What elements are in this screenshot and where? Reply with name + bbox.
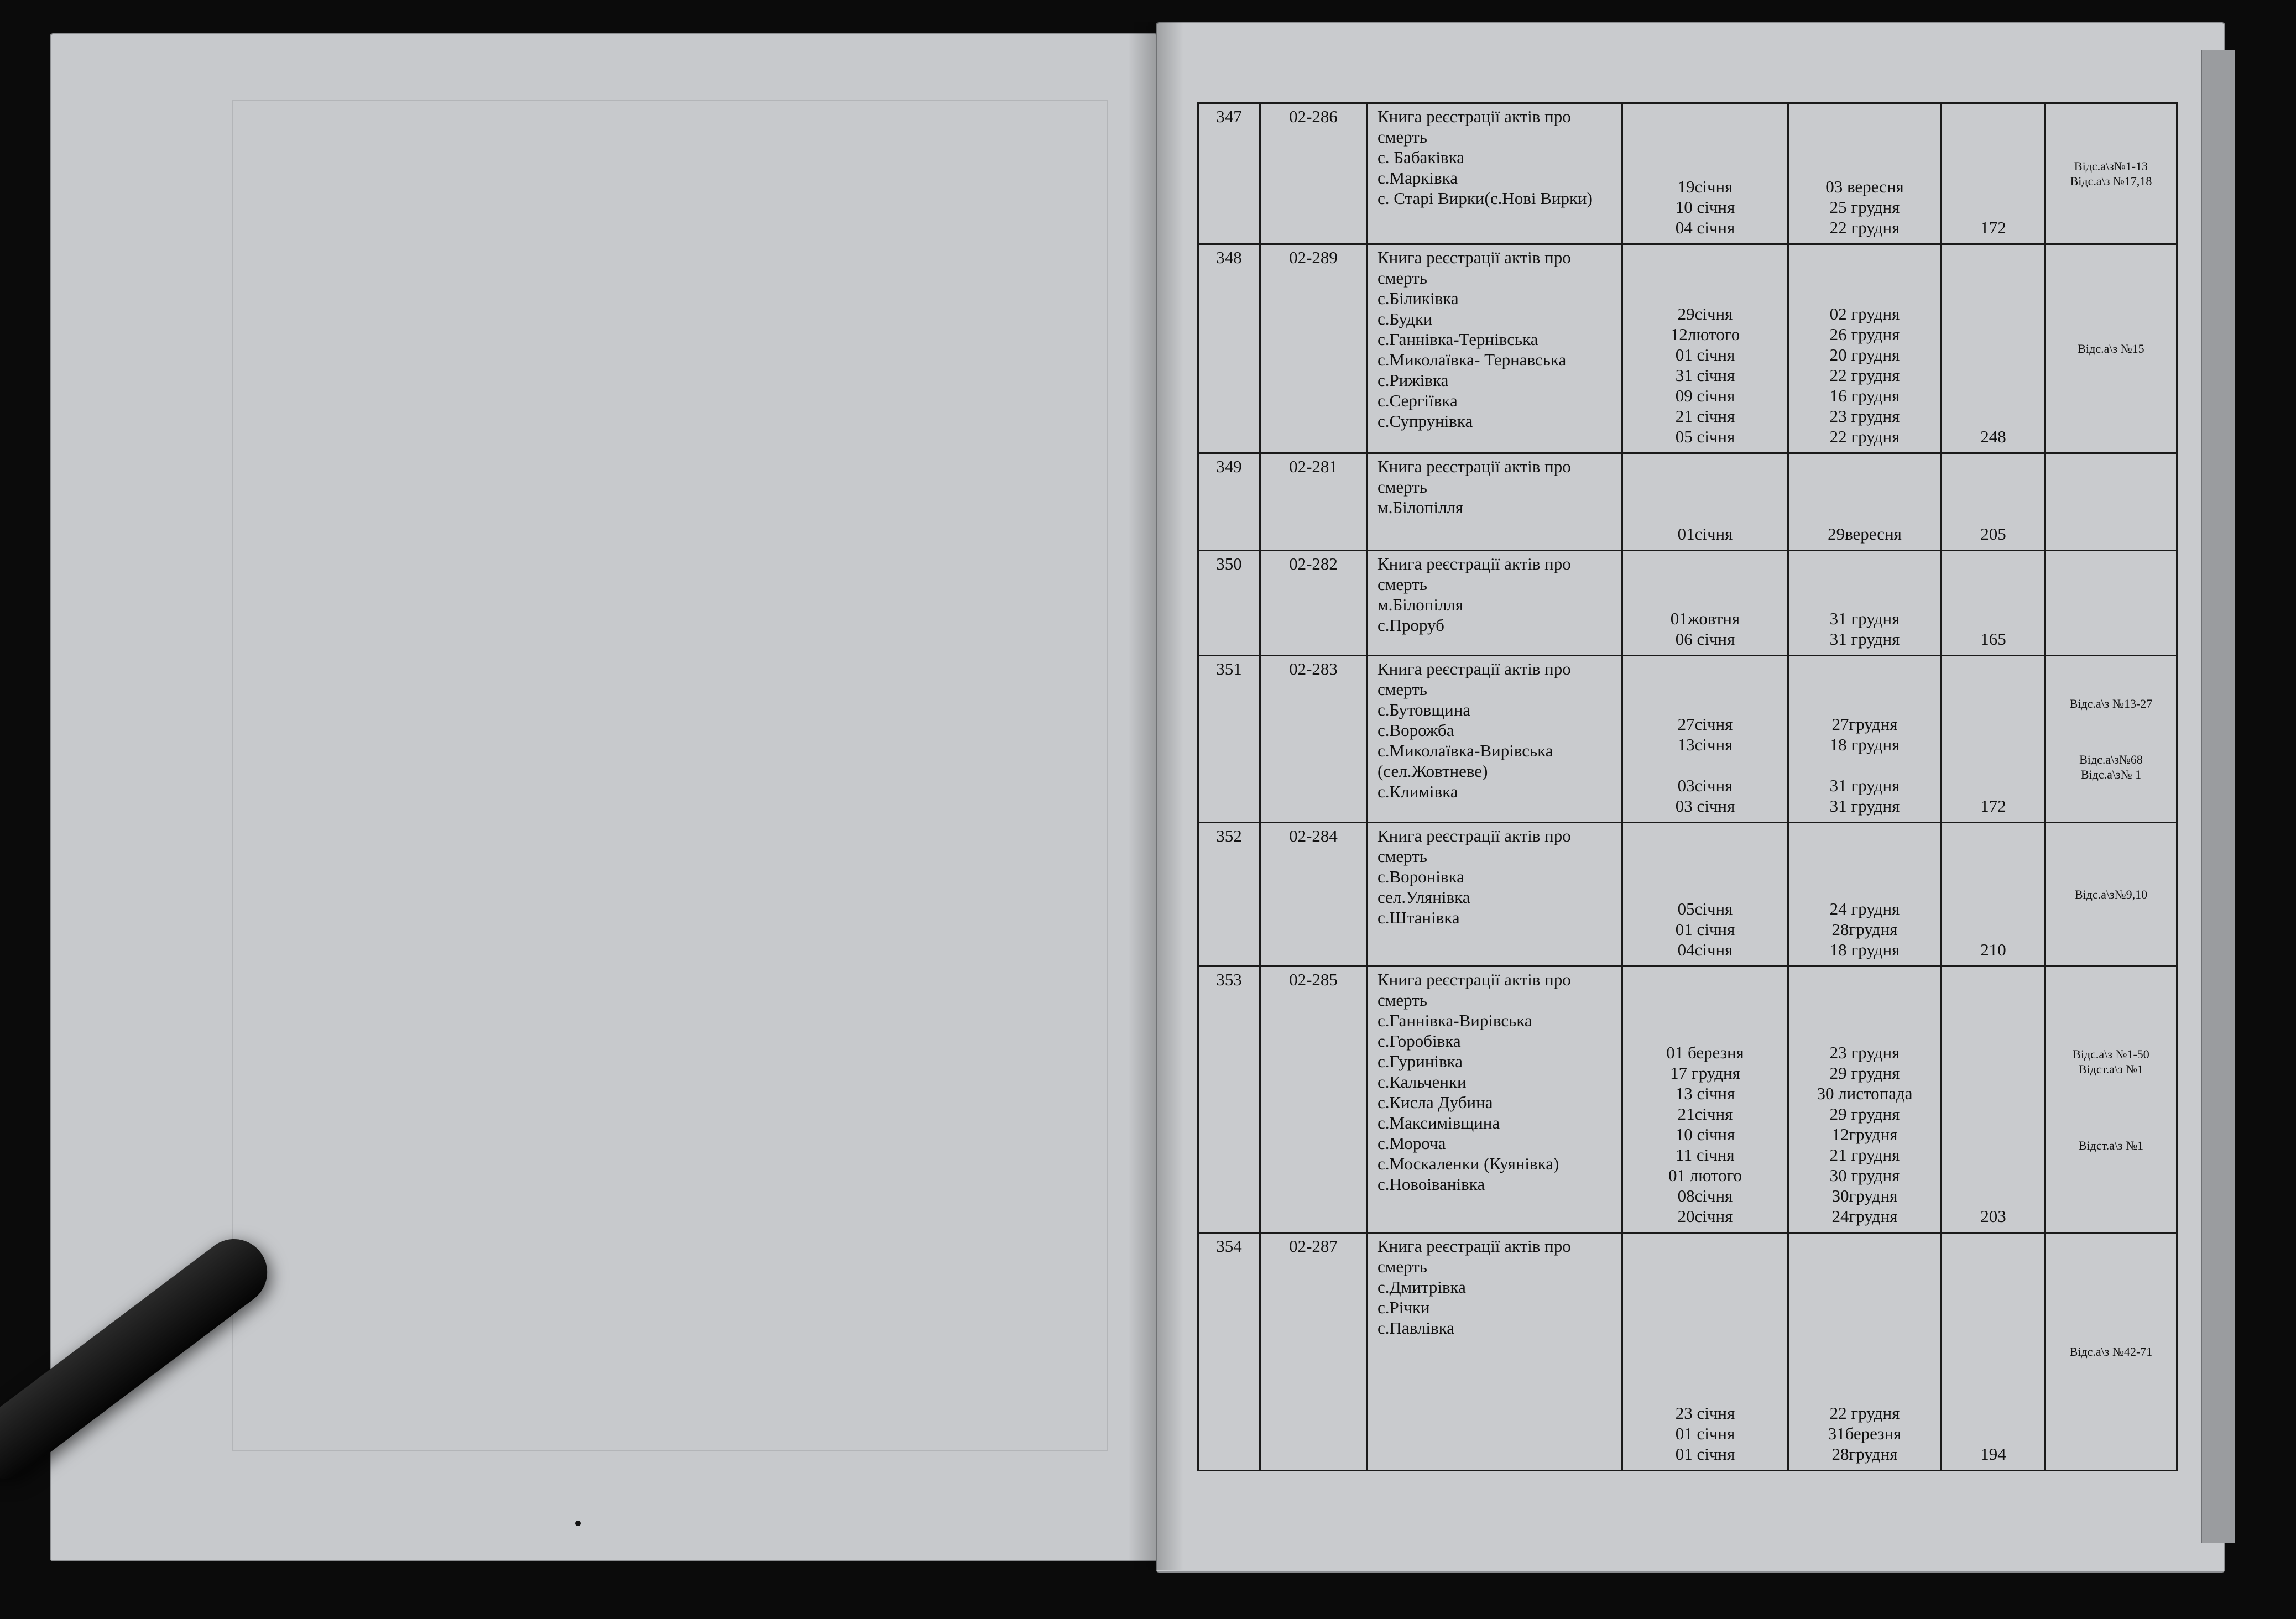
book-gutter — [1128, 22, 1183, 1570]
date-to-line: 31 грудня — [1829, 796, 1900, 816]
date-from-line: 27січня — [1677, 714, 1733, 734]
blank-line — [2046, 1097, 2176, 1117]
date-to-line: 22 грудня — [1829, 365, 1900, 385]
entry-number-text: 348 — [1216, 248, 1242, 267]
register-row — [1198, 103, 2177, 244]
book-title — [1367, 551, 1622, 656]
date-from-line: 01 січня — [1675, 1444, 1735, 1464]
date-to — [1788, 656, 1942, 823]
village-name: с.Бутовщина — [1377, 700, 1471, 719]
entry-number — [1198, 1233, 1260, 1471]
date-from-line: 03січня — [1677, 776, 1733, 795]
date-to-line: 24 грудня — [1829, 899, 1900, 918]
date-from-line: 01січня — [1677, 524, 1733, 544]
date-to-line: 25 грудня — [1829, 197, 1900, 217]
register-row — [1198, 967, 2177, 1233]
village-name: с.Ганнівка-Вирівська — [1377, 1011, 1532, 1030]
page-edge — [2201, 50, 2235, 1543]
book-title-line: Книга реєстрації актів про — [1377, 457, 1571, 476]
village-name: с.Марківка — [1377, 168, 1458, 187]
entry-number-text: 351 — [1216, 659, 1242, 678]
book-title-line: Книга реєстрації актів про — [1377, 659, 1571, 678]
sheet-count-text: 205 — [1980, 524, 2006, 544]
date-from-line: 17 грудня — [1670, 1063, 1740, 1083]
book-title-line: Книга реєстрації актів про — [1377, 107, 1571, 126]
date-to — [1788, 551, 1942, 656]
village-name: с.Горобівка — [1377, 1031, 1461, 1051]
date-to-line: 29 грудня — [1829, 1063, 1900, 1083]
date-to-line: 03 вересня — [1825, 177, 1904, 196]
blank-line — [2046, 732, 2176, 752]
sheet-count-text: 203 — [1980, 1207, 2006, 1226]
village-name: с.Павлівка — [1377, 1318, 1454, 1338]
date-to-line: 22 грудня — [1829, 1403, 1900, 1423]
note-line: Відс.а\з№1-13 — [2074, 159, 2148, 173]
sheet-count — [1942, 453, 2045, 551]
village-name: с.Ворожба — [1377, 720, 1454, 740]
date-from-line: 21 січня — [1675, 406, 1735, 426]
date-from-line: 01жовтня — [1670, 609, 1740, 628]
date-from — [1622, 967, 1788, 1233]
date-to-line: 16 грудня — [1829, 386, 1900, 405]
note-line: Відс.а\з №17,18 — [2070, 174, 2152, 188]
date-to — [1788, 453, 1942, 551]
entry-number-text: 349 — [1216, 457, 1242, 476]
fond-code-text: 02-286 — [1289, 107, 1338, 126]
date-to — [1788, 967, 1942, 1233]
entry-number-text: 353 — [1216, 970, 1242, 989]
village-name: с.Гуринівка — [1377, 1052, 1463, 1071]
fond-code — [1260, 1233, 1367, 1471]
fond-code-text: 02-287 — [1289, 1236, 1338, 1256]
date-to-line: 18 грудня — [1829, 940, 1900, 959]
date-to — [1788, 244, 1942, 453]
book-title-line: Книга реєстрації актів про — [1377, 970, 1571, 989]
book-title-line: смерть — [1377, 990, 1427, 1010]
date-to-line: 02 грудня — [1829, 304, 1900, 323]
sheet-count-text: 172 — [1980, 218, 2006, 237]
fond-code-text: 02-284 — [1289, 826, 1338, 845]
note-line: Відс.а\з №42-71 — [2069, 1345, 2153, 1359]
register-row — [1198, 1233, 2177, 1471]
sheet-count-text: 248 — [1980, 427, 2006, 446]
note-line: Відс.а\з№9,10 — [2074, 887, 2148, 901]
date-to-line: 29 грудня — [1829, 1104, 1900, 1124]
blank-line — [2046, 1077, 2176, 1097]
note-line: Відс.а\з№68 — [2079, 753, 2143, 766]
date-to-line: 20 грудня — [1829, 345, 1900, 364]
village-name: с.Максимівщина — [1377, 1113, 1500, 1132]
blank-line — [2046, 711, 2176, 732]
date-from-line: 13січня — [1677, 735, 1733, 754]
book-title-line: смерть — [1377, 575, 1427, 594]
village-name: с.Москаленки (Куянівка) — [1377, 1154, 1559, 1173]
date-to-line: 31 грудня — [1829, 629, 1900, 649]
date-to-line: 22 грудня — [1829, 427, 1900, 446]
date-from-line: 20січня — [1677, 1207, 1733, 1226]
book-title-line: смерть — [1377, 1257, 1427, 1276]
notes — [2045, 1233, 2177, 1471]
book-title — [1367, 103, 1622, 244]
sheet-count — [1942, 656, 2045, 823]
sheet-count — [1942, 551, 2045, 656]
sheet-count — [1942, 1233, 2045, 1471]
fond-code-text: 02-289 — [1289, 248, 1338, 267]
date-to-line: 31березня — [1828, 1424, 1902, 1443]
entry-number — [1198, 656, 1260, 823]
date-from-line: 21січня — [1677, 1104, 1733, 1124]
date-from-line: 01 березня — [1666, 1043, 1744, 1062]
note-line: Відс.а\з №13-27 — [2069, 697, 2153, 711]
village-name: с.Воронівка — [1377, 867, 1464, 886]
sheet-count — [1942, 103, 2045, 244]
date-to-line: 21 грудня — [1829, 1145, 1900, 1164]
blank-line — [1623, 755, 1787, 775]
entry-number — [1198, 967, 1260, 1233]
date-from-line: 06 січня — [1675, 629, 1735, 649]
entry-number-text: 347 — [1216, 107, 1242, 126]
date-to-line: 26 грудня — [1829, 325, 1900, 344]
sheet-count-text: 165 — [1980, 629, 2006, 649]
village-name: с.Штанівка — [1377, 908, 1460, 927]
note-line: Відс.а\з №15 — [2078, 342, 2144, 356]
date-from — [1622, 551, 1788, 656]
register-body — [1198, 103, 2177, 1471]
date-from-line: 19січня — [1677, 177, 1733, 196]
village-name: с. Бабаківка — [1377, 148, 1465, 167]
note-line: Відст.а\з №1 — [2078, 1138, 2144, 1152]
book-title-line: смерть — [1377, 680, 1427, 699]
sheet-count-text: 210 — [1980, 940, 2006, 959]
date-from-line: 29січня — [1677, 304, 1733, 323]
date-from-line: 09 січня — [1675, 386, 1735, 405]
fond-code — [1260, 103, 1367, 244]
date-from-line: 04 січня — [1675, 218, 1735, 237]
book-title-line: Книга реєстрації актів про — [1377, 1236, 1571, 1256]
village-name: м.Білопілля — [1377, 595, 1464, 614]
date-from — [1622, 453, 1788, 551]
fond-code — [1260, 453, 1367, 551]
date-to-line: 12грудня — [1831, 1125, 1898, 1144]
notes — [2045, 453, 2177, 551]
book-title — [1367, 453, 1622, 551]
village-name: с.Річки — [1377, 1298, 1430, 1317]
notes — [2045, 244, 2177, 453]
date-to — [1788, 823, 1942, 967]
entry-number-text: 354 — [1216, 1236, 1242, 1256]
date-from — [1622, 244, 1788, 453]
village-name: с.Біликівка — [1377, 289, 1459, 308]
date-to-line: 31 грудня — [1829, 609, 1900, 628]
book-title-line: смерть — [1377, 477, 1427, 497]
date-to-line: 28грудня — [1831, 920, 1898, 939]
date-from-line: 11 січня — [1676, 1145, 1735, 1164]
date-to-line: 18 грудня — [1829, 735, 1900, 754]
village-name: с.Климівка — [1377, 782, 1458, 801]
date-from-line: 04січня — [1677, 940, 1733, 959]
village-name: с.Проруб — [1377, 615, 1444, 635]
village-name: с.Кисла Дубина — [1377, 1093, 1493, 1112]
sheet-count — [1942, 244, 2045, 453]
book-title — [1367, 244, 1622, 453]
date-from-line: 01 січня — [1675, 1424, 1735, 1443]
register-table — [1197, 102, 2178, 1471]
blank-line — [1789, 755, 1940, 775]
date-to-line: 31 грудня — [1829, 776, 1900, 795]
date-to-line: 30 грудня — [1829, 1166, 1900, 1185]
register-row — [1198, 656, 2177, 823]
book-title-line: смерть — [1377, 268, 1427, 288]
book-title — [1367, 1233, 1622, 1471]
entry-number — [1198, 244, 1260, 453]
fond-code — [1260, 551, 1367, 656]
date-from-line: 01 лютого — [1668, 1166, 1742, 1185]
date-from-line: 01 січня — [1675, 920, 1735, 939]
notes — [2045, 103, 2177, 244]
entry-number — [1198, 453, 1260, 551]
date-from-line: 23 січня — [1675, 1403, 1735, 1423]
date-from-line: 10 січня — [1675, 197, 1735, 217]
book-title — [1367, 967, 1622, 1233]
entry-number — [1198, 551, 1260, 656]
note-line: Відст.а\з №1 — [2078, 1062, 2144, 1076]
date-from — [1622, 656, 1788, 823]
book-title-line: Книга реєстрації актів про — [1377, 248, 1571, 267]
date-to-line: 30 листопада — [1817, 1084, 1913, 1103]
book-title — [1367, 656, 1622, 823]
date-to-line: 28грудня — [1831, 1444, 1898, 1464]
village-name: с.Мороча — [1377, 1134, 1446, 1153]
ink-dot — [575, 1521, 581, 1526]
sheet-count-text: 194 — [1980, 1444, 2006, 1464]
notes — [2045, 967, 2177, 1233]
sheet-count — [1942, 967, 2045, 1233]
date-from-line: 05 січня — [1675, 427, 1735, 446]
village-name: с.Сергіївка — [1377, 391, 1458, 410]
note-line: Відс.а\з№ 1 — [2080, 767, 2142, 781]
village-name: (сел.Жовтневе) — [1377, 761, 1488, 781]
date-to-line: 30грудня — [1831, 1186, 1898, 1205]
fond-code — [1260, 244, 1367, 453]
village-name: с.Дмитрівка — [1377, 1277, 1466, 1297]
village-name: с.Супрунівка — [1377, 411, 1473, 431]
notes — [2045, 551, 2177, 656]
fond-code — [1260, 823, 1367, 967]
date-to-line: 23 грудня — [1829, 1043, 1900, 1062]
bleed-through-table — [232, 100, 1108, 1451]
village-name: с.Будки — [1377, 309, 1433, 328]
note-line: Відс.а\з №1-50 — [2073, 1047, 2149, 1061]
village-name: с. Старі Вирки(с.Нові Вирки) — [1377, 189, 1593, 208]
date-from-line: 03 січня — [1675, 796, 1735, 816]
date-from — [1622, 103, 1788, 244]
village-name: сел.Улянівка — [1377, 887, 1470, 907]
book-title-line: Книга реєстрації актів про — [1377, 826, 1571, 845]
notes — [2045, 656, 2177, 823]
village-name: с.Миколаївка- Тернавська — [1377, 350, 1567, 369]
entry-number-text: 350 — [1216, 554, 1242, 573]
fond-code-text: 02-285 — [1289, 970, 1338, 989]
village-name: с.Новоіванівка — [1377, 1174, 1485, 1194]
date-to — [1788, 1233, 1942, 1471]
village-name: с.Кальченки — [1377, 1072, 1467, 1091]
register-row — [1198, 823, 2177, 967]
date-to-line: 22 грудня — [1829, 218, 1900, 237]
date-from-line: 10 січня — [1675, 1125, 1735, 1144]
date-to-line: 24грудня — [1831, 1207, 1898, 1226]
register-row — [1198, 551, 2177, 656]
book-title — [1367, 823, 1622, 967]
village-name: с.Миколаївка-Вирівська — [1377, 741, 1553, 760]
date-from-line: 05січня — [1677, 899, 1733, 918]
entry-number — [1198, 823, 1260, 967]
register-row — [1198, 453, 2177, 551]
village-name: с.Ганнівка-Тернівська — [1377, 330, 1538, 349]
sheet-count — [1942, 823, 2045, 967]
date-from-line: 31 січня — [1675, 365, 1735, 385]
date-from-line: 13 січня — [1675, 1084, 1735, 1103]
date-from-line: 12лютого — [1670, 325, 1740, 344]
date-to-line: 29вересня — [1828, 524, 1902, 544]
blank-line — [2046, 1117, 2176, 1138]
sheet-count-text: 172 — [1980, 796, 2006, 816]
date-to — [1788, 103, 1942, 244]
date-from — [1622, 1233, 1788, 1471]
village-name: с.Рижівка — [1377, 370, 1449, 390]
register-row — [1198, 244, 2177, 453]
fond-code — [1260, 656, 1367, 823]
book-title-line: смерть — [1377, 127, 1427, 147]
entry-number-text: 352 — [1216, 826, 1242, 845]
date-to-line: 27грудня — [1831, 714, 1898, 734]
date-to-line: 23 грудня — [1829, 406, 1900, 426]
fond-code-text: 02-281 — [1289, 457, 1338, 476]
entry-number — [1198, 103, 1260, 244]
village-name: м.Білопілля — [1377, 498, 1464, 517]
notes — [2045, 823, 2177, 967]
fond-code-text: 02-283 — [1289, 659, 1338, 678]
fond-code-text: 02-282 — [1289, 554, 1338, 573]
book-title-line: Книга реєстрації актів про — [1377, 554, 1571, 573]
date-from-line: 01 січня — [1675, 345, 1735, 364]
date-from — [1622, 823, 1788, 967]
book-title-line: смерть — [1377, 847, 1427, 866]
date-from-line: 08січня — [1677, 1186, 1733, 1205]
fond-code — [1260, 967, 1367, 1233]
